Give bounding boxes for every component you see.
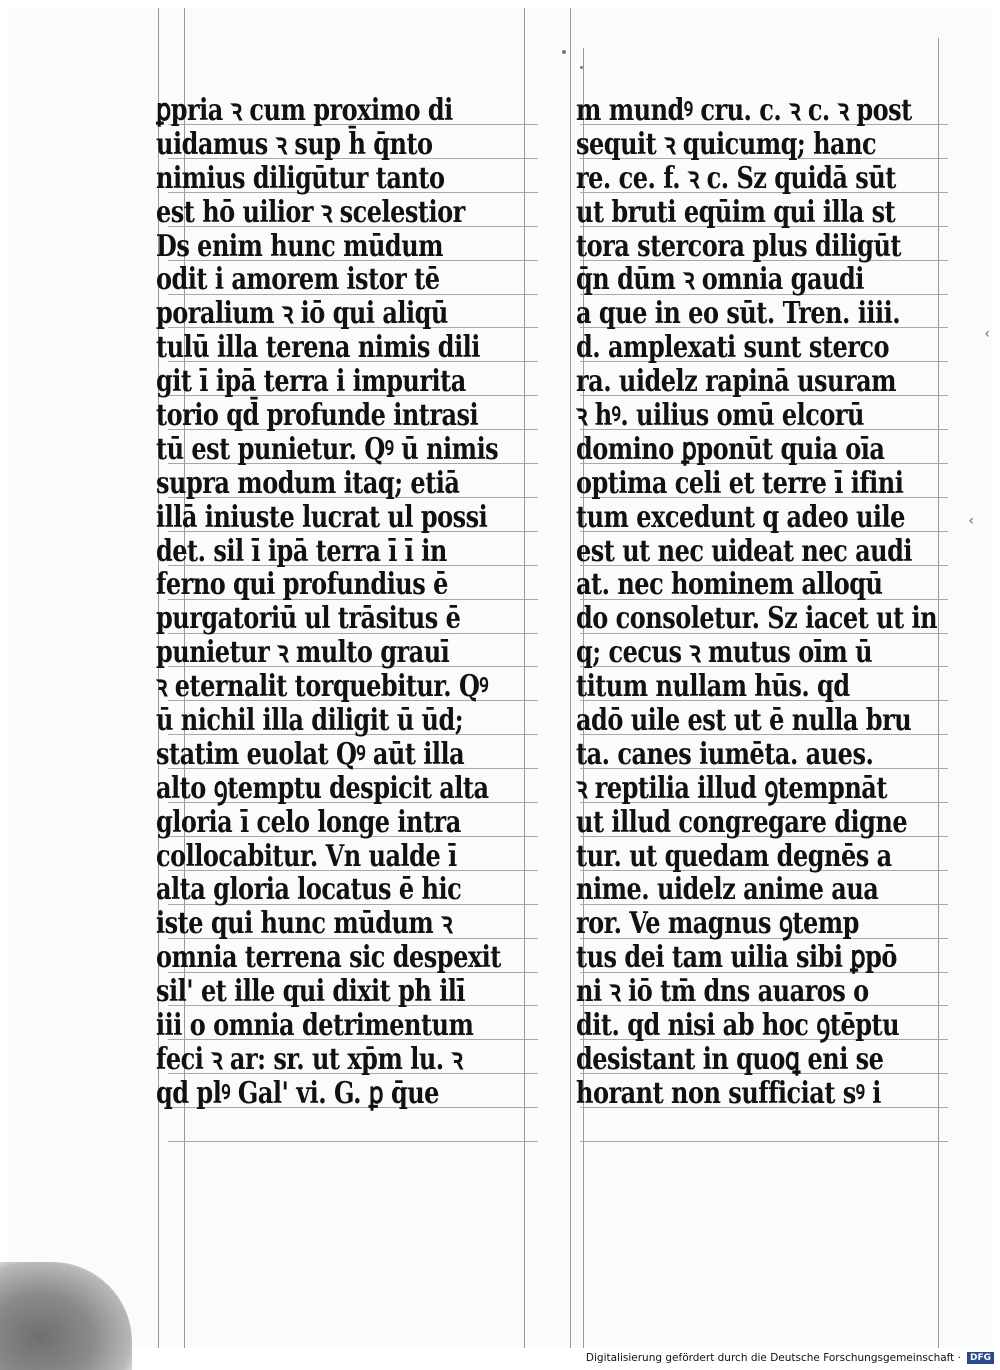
text-line: feci ꝛ ar: sr. ut xp̄m lu. ꝛ [156, 1040, 463, 1077]
text-line: gloria ī celo longe intra [156, 803, 461, 840]
text-line: dit. qd nisi ab hoc ꝯtēptu [576, 1006, 900, 1043]
text-line: adō uile est ut ē nulla bru [576, 701, 912, 738]
text-line: qd plꝰ Gal' vi. G. ꝑ q̄ue [156, 1074, 439, 1111]
text-line: q̄n dūm ꝛ omnia gaudi [576, 260, 864, 298]
text-line: ꝛ eternalit torquebitur. Qꝰ [156, 667, 489, 704]
text-line: domino ꝑponūt quia oīa [576, 430, 885, 467]
margin-mark: ‹ [984, 326, 990, 342]
text-line: git ī ipā terra i impurita [156, 362, 466, 399]
manuscript-page [8, 8, 992, 1348]
text-line: statim euolat Qꝰ aūt illa [156, 735, 465, 772]
credit-text: Digitalisierung gefördert durch die Deutsche Forschungsgemeinschaft · [585, 1352, 961, 1364]
text-line: ꝑpria ꝛ cum proximo di [156, 91, 453, 128]
text-line: nimius diligūtur tanto [156, 159, 445, 196]
text-column-left [156, 91, 536, 1111]
text-line: ra. uidelz rapinā usuram [576, 362, 897, 399]
text-line: tū est punietur. Qꝰ ū nimis [156, 430, 499, 467]
text-line: iste qui hunc mūdum ꝛ [156, 904, 453, 942]
text-line: m mundꝰ cru. c. ꝛ c. ꝛ post [576, 91, 912, 128]
text-line: tora stercora plus diligūt [576, 226, 901, 264]
text-line: tum excedunt q adeo uile [576, 498, 905, 535]
text-line: uidamus ꝛ sup h̄ q̄nto [156, 125, 433, 162]
text-line: supra modum itaq; etiā [156, 464, 460, 501]
text-line: sil' et ille qui dixit ph ilī [156, 972, 466, 1009]
text-line: tur. ut quedam degnēs a [576, 837, 892, 874]
text-line: ta. canes iumēta. aues. [576, 735, 874, 772]
text-line: nime. uidelz anime aua [576, 870, 879, 908]
text-line: titum nullam hūs. qd [576, 667, 850, 704]
text-line: illā iniuste lucrat ul possi [156, 498, 488, 535]
text-line: alto ꝯtemptu despicit alta [156, 769, 489, 806]
dfg-logo: DFG [967, 1352, 994, 1364]
text-line: ꝛ hꝰ. uilius omū elcorū [576, 396, 864, 433]
text-line: sequit ꝛ quicumq; hanc [576, 125, 877, 162]
ink-speck [562, 50, 566, 54]
text-line: Ds enim hunc mūdum [156, 226, 444, 264]
text-line: q; cecus ꝛ mutus oīm ū [576, 633, 873, 670]
text-line: optima celi et terre ī ifini [576, 464, 904, 501]
text-line: torio qd̄ profunde intrasi [156, 396, 479, 433]
text-line: horant non sufficiat sꝰ i [576, 1074, 881, 1111]
text-line: odit i amorem istor tē [156, 260, 440, 298]
text-line: ꝛ reptilia illud ꝯtempnāt [576, 769, 887, 806]
digitization-credit [586, 1352, 994, 1364]
ink-speck [580, 66, 583, 69]
text-line: ū nichil illa diligit ū ūd; [156, 701, 464, 738]
text-line: tus dei tam uilia sibi ꝑpō [576, 938, 897, 975]
text-line: desistant in quoꝗ eni se [576, 1040, 884, 1077]
text-line: re. ce. f. ꝛ c. Sz quidā sūt [576, 159, 896, 196]
text-line: ror. Ve magnus ꝯtemp [576, 904, 859, 942]
margin-mark: ‹ [968, 513, 974, 529]
text-line: est hō uilior ꝛ scelestior [156, 193, 465, 230]
text-line: alta gloria locatus ē hic [156, 870, 462, 908]
text-line: omnia terrena sic despexit [156, 938, 501, 975]
text-line: punietur ꝛ multo grauī [156, 633, 450, 670]
text-line: ni ꝛ iō tm̄ dns auaros o [576, 972, 869, 1009]
text-line: tulū illa terena nimis dili [156, 328, 480, 365]
ruling-vertical [570, 8, 571, 1348]
text-line: d. amplexati sunt sterco [576, 328, 890, 365]
text-line: iii o omnia detrimentum [156, 1006, 474, 1043]
text-line: a que in eo sūt. Tren. iiii. [576, 294, 901, 332]
text-line: ut illud congregare digne [576, 803, 908, 840]
text-line: det. sil ī ipā terra ī ī in [156, 531, 447, 569]
text-line: collocabitur. Vn ualde ī [156, 837, 457, 874]
text-line: ut bruti eqūim qui illa st [576, 193, 896, 230]
text-line: do consoletur. Sz iacet ut in [576, 599, 938, 637]
text-column-right [576, 91, 946, 1111]
text-line: purgatoriū ul trāsitus ē [156, 599, 461, 637]
ruling-horizontal [580, 1141, 948, 1142]
ruling-horizontal [168, 1141, 538, 1142]
text-line: est ut nec uideat nec audi [576, 531, 912, 569]
text-line: poralium ꝛ iō qui aliqū [156, 294, 448, 332]
text-line: at. nec hominem alloqū [576, 565, 883, 603]
text-line: ferno qui profundius ē [156, 565, 448, 603]
